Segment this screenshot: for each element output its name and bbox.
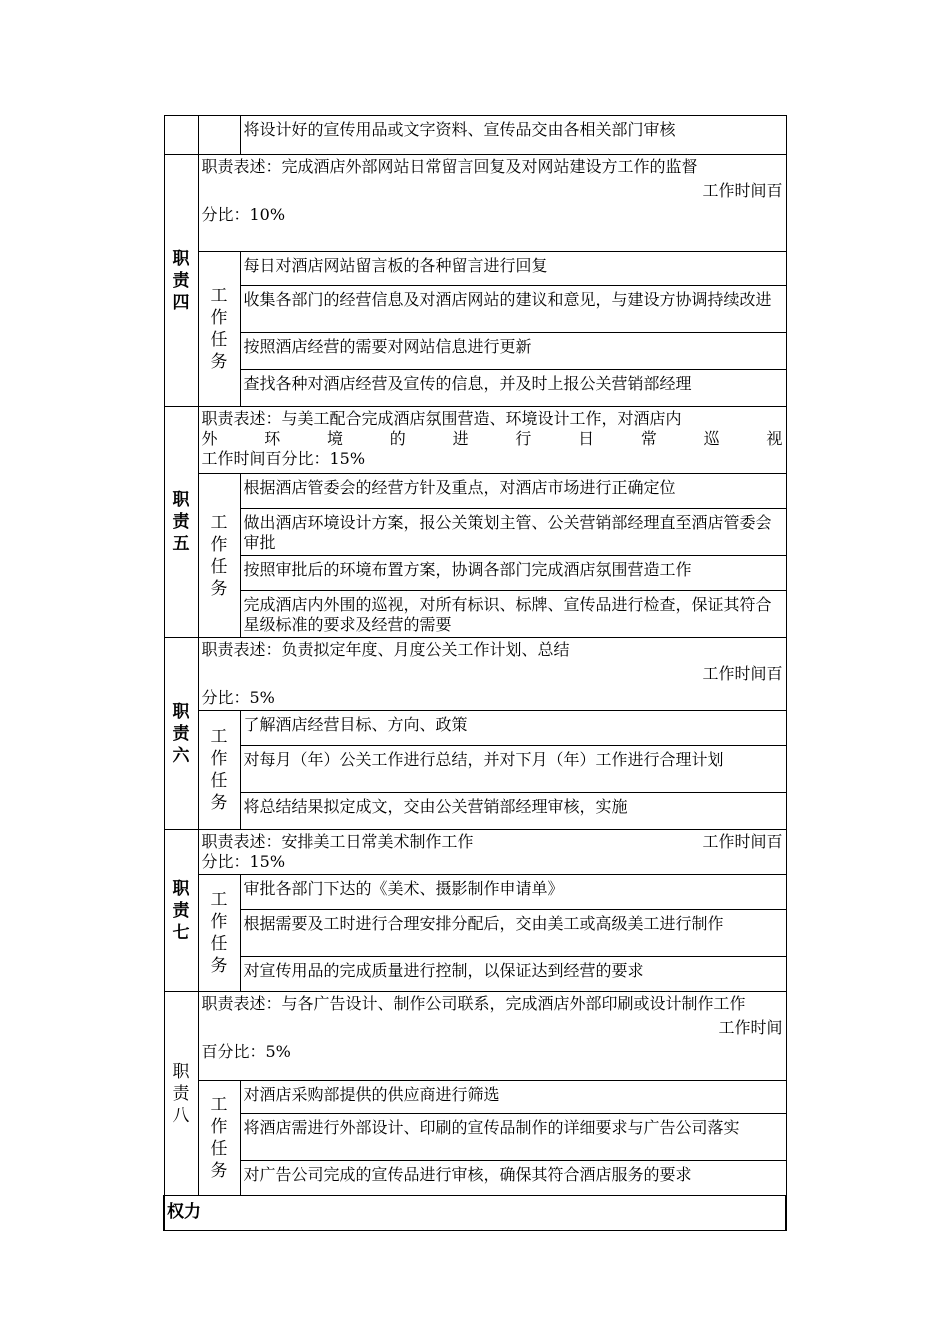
duty-label: 职责六 bbox=[172, 701, 190, 766]
table-row bbox=[164, 155, 786, 252]
task-item: 根据需要及工时进行合理安排分配后，交由美工或高级美工进行制作 bbox=[240, 910, 786, 957]
task-item: 审批各部门下达的《美术、摄影制作申请单》 bbox=[240, 875, 786, 910]
duty-six-label-cell bbox=[164, 638, 198, 830]
table-row bbox=[164, 1081, 786, 1114]
spread-char: 视 bbox=[766, 429, 783, 448]
table-row bbox=[164, 509, 786, 556]
table-row bbox=[164, 746, 786, 793]
duty-four-label-cell bbox=[164, 155, 198, 407]
duty-description bbox=[198, 638, 786, 711]
table-row bbox=[164, 252, 786, 286]
task-label: 工作任务 bbox=[210, 1095, 228, 1181]
table-row bbox=[164, 711, 786, 746]
time-percent-label: 工作时间百 bbox=[702, 664, 783, 683]
spread-char: 境 bbox=[327, 429, 344, 448]
table-row bbox=[164, 556, 786, 591]
spread-char: 常 bbox=[640, 429, 657, 448]
table-row bbox=[164, 910, 786, 957]
task-item: 根据酒店管委会的经营方针及重点，对酒店市场进行正确定位 bbox=[240, 474, 786, 509]
task-item: 将总结结果拟定成文，交由公关营销部经理审核，实施 bbox=[240, 793, 786, 830]
table-row bbox=[164, 793, 786, 830]
task-label: 工作任务 bbox=[210, 512, 228, 599]
empty-cell bbox=[164, 116, 198, 155]
job-description-document bbox=[163, 115, 787, 1231]
duty-description bbox=[198, 155, 786, 252]
table-row bbox=[164, 957, 786, 992]
table-row bbox=[164, 638, 786, 711]
description-spread-line bbox=[202, 429, 783, 449]
empty-cell bbox=[198, 116, 240, 155]
table-row bbox=[164, 333, 786, 370]
table-row bbox=[164, 116, 786, 155]
duty-label: 职责四 bbox=[172, 248, 190, 313]
task-item: 对广告公司完成的宣传品进行审核，确保其符合酒店服务的要求 bbox=[240, 1161, 786, 1196]
time-percent-value: 工作时间百分比：15% bbox=[201, 449, 366, 468]
description-text: 职责表述：安排美工日常美术制作工作 bbox=[201, 832, 474, 851]
description-text: 职责表述：与美工配合完成酒店氛围营造、环境设计工作，对酒店内 bbox=[201, 409, 682, 428]
duty-label: 职责八 bbox=[172, 1061, 190, 1126]
duty-description bbox=[198, 830, 786, 875]
table-row bbox=[164, 407, 786, 474]
task-item: 完成酒店内外围的巡视，对所有标识、标牌、宣传品进行检查，保证其符合星级标准的要求及经营的需要 bbox=[240, 591, 786, 638]
task-item: 按照审批后的环境布置方案，协调各部门完成酒店氛围营造工作 bbox=[240, 556, 786, 591]
duty-label: 职责七 bbox=[172, 878, 190, 943]
table-row bbox=[164, 286, 786, 333]
task-item: 对宣传用品的完成质量进行控制，以保证达到经营的要求 bbox=[240, 957, 786, 992]
description-text: 职责表述：负责拟定年度、月度公关工作计划、总结 bbox=[201, 640, 570, 659]
task-item: 对每月（年）公关工作进行总结，并对下月（年）工作进行合理计划 bbox=[240, 746, 786, 793]
task-label: 工作任务 bbox=[210, 890, 228, 976]
time-percent-value: 分比：15% bbox=[201, 852, 286, 871]
table-row bbox=[164, 875, 786, 910]
table-row bbox=[164, 1114, 786, 1161]
table-row bbox=[164, 591, 786, 638]
spread-char: 行 bbox=[515, 429, 532, 448]
duty-eight-label-cell bbox=[164, 992, 198, 1196]
spread-char: 环 bbox=[264, 429, 281, 448]
description-text: 职责表述：完成酒店外部网站日常留言回复及对网站建设方工作的监督 bbox=[201, 157, 698, 176]
spread-char: 巡 bbox=[703, 429, 720, 448]
task-item: 每日对酒店网站留言板的各种留言进行回复 bbox=[240, 252, 786, 286]
description-line bbox=[202, 832, 783, 852]
task-item: 对酒店采购部提供的供应商进行筛选 bbox=[240, 1081, 786, 1114]
duty-description bbox=[198, 407, 786, 474]
duty-label: 职责五 bbox=[172, 490, 190, 554]
task-item: 查找各种对酒店经营及宣传的信息，并及时上报公关营销部经理 bbox=[240, 370, 786, 407]
task-item: 了解酒店经营目标、方向、政策 bbox=[240, 711, 786, 746]
table-row bbox=[164, 474, 786, 509]
task-item: 将设计好的宣传用品或文字资料、宣传品交由各相关部门审核 bbox=[240, 116, 786, 155]
table-row bbox=[164, 370, 786, 407]
duty-seven-label-cell bbox=[164, 830, 198, 992]
duty-description bbox=[198, 992, 786, 1081]
task-label-cell bbox=[198, 875, 240, 992]
task-label-cell bbox=[198, 1081, 240, 1196]
task-item: 做出酒店环境设计方案，报公关策划主管、公关营销部经理直至酒店管委会审批 bbox=[240, 509, 786, 556]
time-percent-label: 工作时间 bbox=[718, 1018, 783, 1037]
time-percent-label: 工作时间百 bbox=[702, 181, 783, 200]
time-percent-value: 分比：10% bbox=[201, 205, 286, 224]
spread-char: 外 bbox=[201, 429, 218, 448]
table-row bbox=[164, 1196, 786, 1231]
table-row bbox=[164, 830, 786, 875]
task-label-cell bbox=[198, 252, 240, 407]
rights-heading: 权力 bbox=[164, 1196, 786, 1231]
duties-table bbox=[163, 115, 787, 1231]
spread-char: 进 bbox=[452, 429, 469, 448]
description-text: 职责表述：与各广告设计、制作公司联系，完成酒店外部印刷或设计制作工作 bbox=[201, 994, 746, 1013]
task-item: 收集各部门的经营信息及对酒店网站的建议和意见，与建设方协调持续改进 bbox=[240, 286, 786, 333]
task-label-cell bbox=[198, 474, 240, 638]
table-row bbox=[164, 992, 786, 1081]
task-label-cell bbox=[198, 711, 240, 830]
task-label: 工作任务 bbox=[210, 727, 228, 813]
spread-char: 日 bbox=[578, 429, 595, 448]
table-row bbox=[164, 1161, 786, 1196]
spread-char: 的 bbox=[389, 429, 406, 448]
task-label: 工作任务 bbox=[210, 286, 228, 372]
time-percent-value: 分比：5% bbox=[201, 688, 275, 707]
duty-five-label-cell bbox=[164, 407, 198, 638]
task-item: 将酒店需进行外部设计、印刷的宣传品制作的详细要求与广告公司落实 bbox=[240, 1114, 786, 1161]
time-percent-value: 百分比：5% bbox=[201, 1042, 291, 1061]
time-percent-label: 工作时间百 bbox=[702, 832, 783, 851]
task-item: 按照酒店经营的需要对网站信息进行更新 bbox=[240, 333, 786, 370]
